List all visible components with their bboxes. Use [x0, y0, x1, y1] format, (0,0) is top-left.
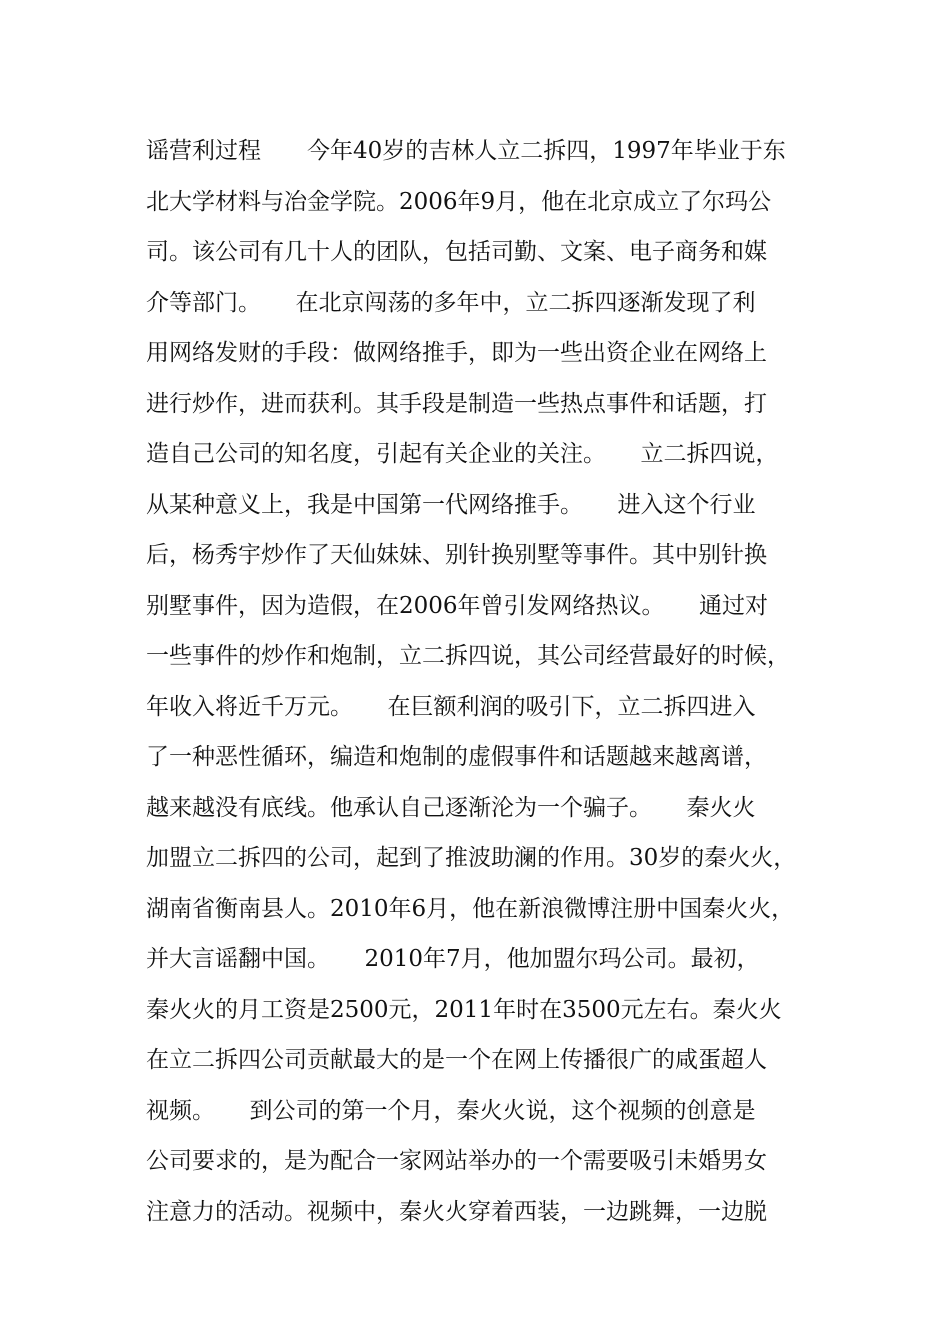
- text-line: 一些事件的炒作和炮制，立二拆四说，其公司经营最好的时候，: [146, 643, 790, 669]
- body-text: [146, 126, 816, 1237]
- text-line: 了一种恶性循环，编造和炮制的虚假事件和话题越来越离谱，: [146, 744, 767, 770]
- text-line: 视频。 到公司的第一个月，秦火火说，这个视频的创意是: [146, 1097, 756, 1124]
- text-line: 用网络发财的手段：做网络推手，即为一些出资企业在网络上: [146, 340, 767, 366]
- text-line: 进行炒作，进而获利。其手段是制造一些热点事件和话题，打: [146, 390, 767, 417]
- text-line: 公司要求的，是为配合一家网站举办的一个需要吸引未婚男女: [146, 1148, 767, 1174]
- text-line: 在立二拆四公司贡献最大的是一个在网上传播很广的咸蛋超人: [146, 1047, 767, 1073]
- text-line: 北大学材料与冶金学院。2006年9月，他在北京成立了尔玛公: [146, 188, 772, 215]
- text-line: 从某种意义上，我是中国第一代网络推手。 进入这个行业: [146, 491, 756, 518]
- text-line: 并大言谣翻中国。 2010年7月，他加盟尔玛公司。最初，: [146, 946, 760, 972]
- text-line: 加盟立二拆四的公司，起到了推波助澜的作用。30岁的秦火火，: [146, 845, 797, 871]
- text-line: 介等部门。 在北京闯荡的多年中，立二拆四逐渐发现了利: [146, 289, 756, 316]
- text-line: 年收入将近千万元。 在巨额利润的吸引下，立二拆四进入: [146, 693, 756, 720]
- text-line: 注意力的活动。视频中，秦火火穿着西装，一边跳舞，一边脱: [146, 1198, 767, 1225]
- text-line: 后，杨秀宇炒作了天仙妹妹、别针换别墅等事件。其中别针换: [146, 542, 767, 568]
- text-line: 越来越没有底线。他承认自己逐渐沦为一个骗子。 秦火火: [146, 794, 756, 821]
- text-line: 司。该公司有几十人的团队，包括司勤、文案、电子商务和媒: [146, 239, 767, 265]
- text-line: 湖南省衡南县人。2010年6月，他在新浪微博注册中国秦火火，: [146, 895, 795, 922]
- text-line: 造自己公司的知名度，引起有关企业的关注。 立二拆四说，: [146, 441, 779, 467]
- text-line: 别墅事件，因为造假，在2006年曾引发网络热议。 通过对: [146, 592, 769, 619]
- text-line: 秦火火的月工资是2500元，2011年时在3500元左右。秦火火: [146, 996, 782, 1023]
- text-line: 谣营利过程 今年40岁的吉林人立二拆四，1997年毕业于东: [146, 138, 786, 164]
